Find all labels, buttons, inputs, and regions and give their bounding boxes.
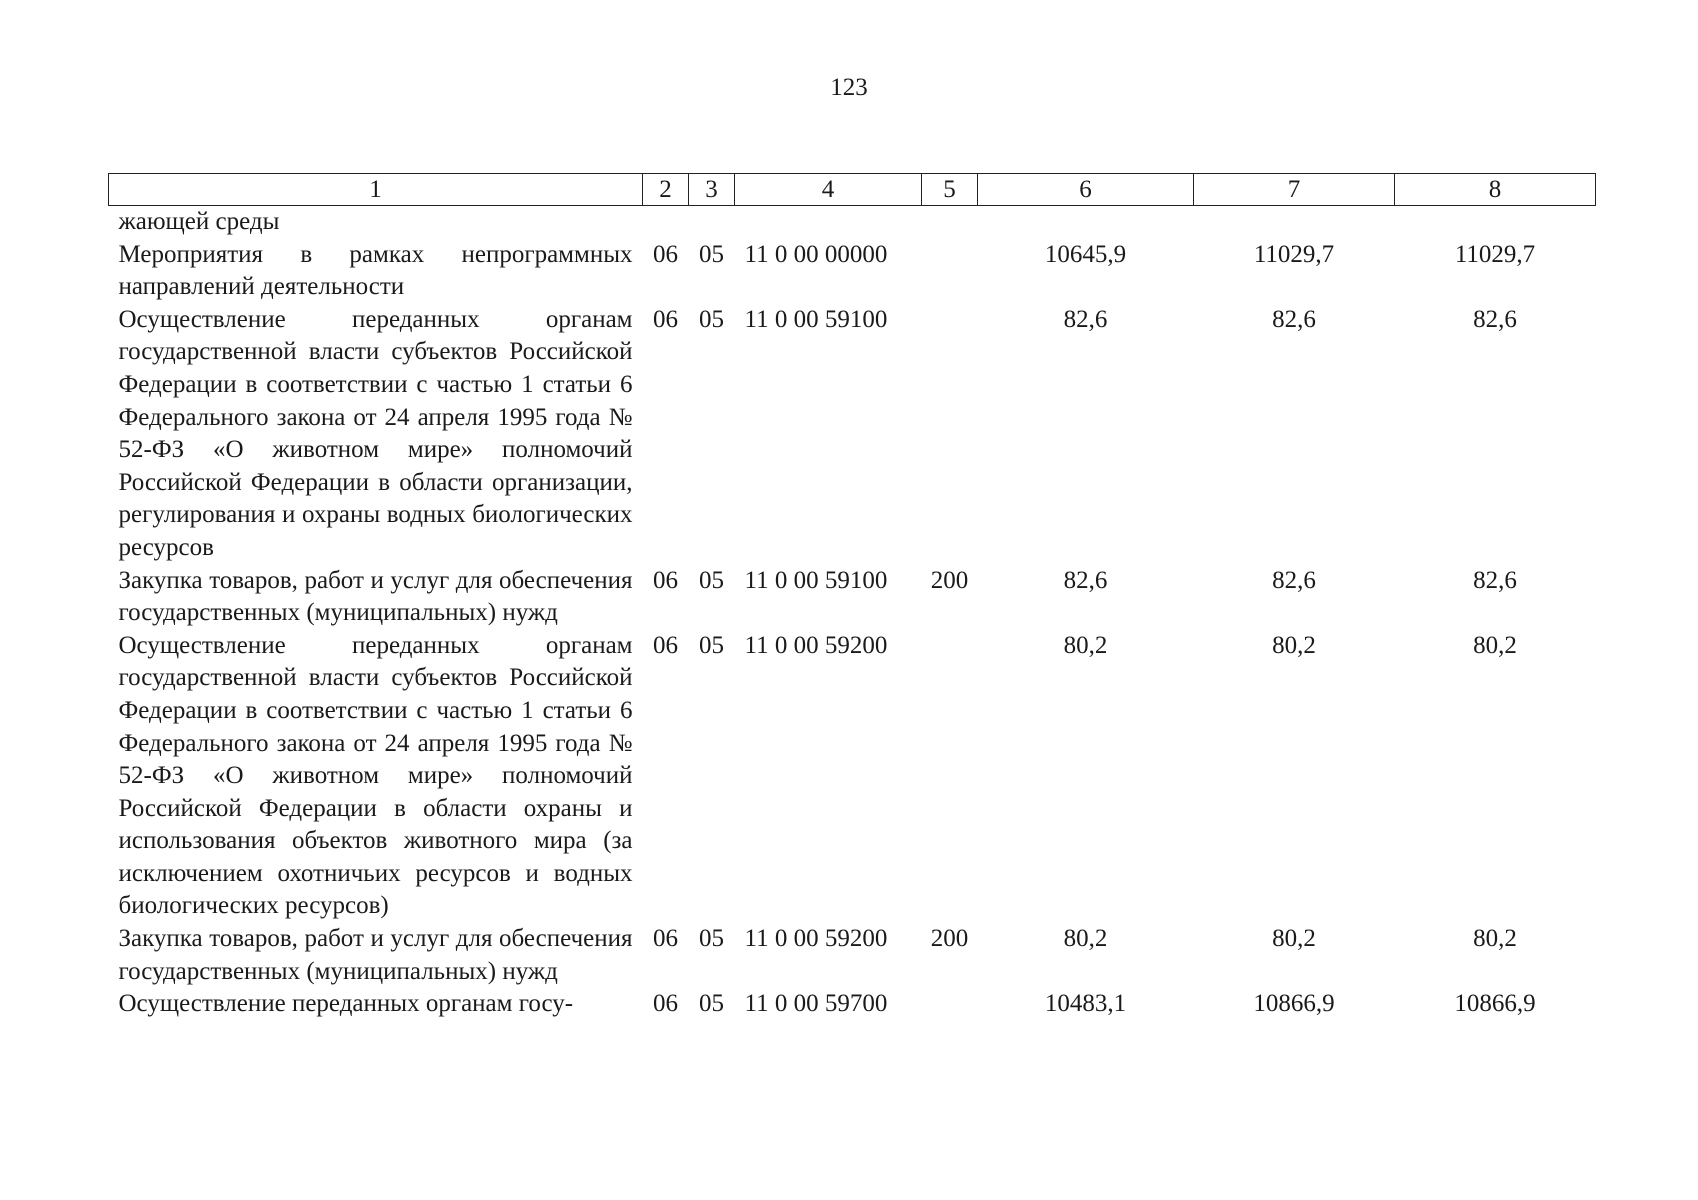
row-subsection-code: 05 [699,305,724,333]
page-number: 123 [830,74,868,101]
row-section-code [643,206,689,239]
row-section-code: 06 [653,566,678,594]
column-header-2: 2 [643,174,689,206]
row-name: Осуществление переданных органам госу- [118,990,574,1018]
row-expense-type-code [922,630,978,923]
column-header-6: 6 [978,174,1194,206]
row-name: Закупка товаров, работ и услуг для обеспечения государственных (муниципальных) нужд [118,925,633,985]
row-amount-col8: 11029,7 [1454,240,1536,268]
row-amount-col7: 10866,9 [1253,990,1335,1018]
column-header-1: 1 [109,174,643,206]
row-target-article-code: 11 0 00 00000 [744,240,888,268]
table-row [109,304,1596,565]
row-amount-col8: 82,6 [1473,566,1517,594]
row-amount-col6: 82,6 [1063,566,1108,594]
table-header-row [109,174,1596,206]
row-amount-col8: 80,2 [1473,631,1517,659]
row-target-article-code: 11 0 00 59200 [744,925,888,953]
row-name: Мероприятия в рамках непрограммных направлений деятельности [118,240,633,301]
row-expense-type-code [922,988,978,1021]
column-header-4: 4 [735,174,922,206]
row-amount-col8: 82,6 [1473,305,1517,333]
row-section-code: 06 [653,305,678,333]
column-header-5: 5 [922,174,978,206]
row-amount-col7: 82,6 [1272,305,1316,333]
row-name: Осуществление переданных органам государственной власти субъектов Российской Федерации в соответствии с частью 1 статьи 6 Федерального закона от 24 апреля 1995 года № 52-ФЗ «О животном мире» полномочий Российской Федерации в области организации, регулирования и охраны водных биологических ресурсов [118,305,633,561]
row-amount-col7: 82,6 [1272,566,1316,594]
column-header-8: 8 [1395,174,1596,206]
row-section-code: 06 [653,990,678,1018]
row-target-article-code: 11 0 00 59100 [744,566,888,594]
row-amount-col7: 80,2 [1272,631,1316,659]
row-subsection-code: 05 [699,566,724,594]
row-name: жающей среды [118,208,280,235]
row-amount-col6: 80,2 [1063,631,1108,659]
row-target-article-code: 11 0 00 59200 [744,631,888,659]
row-section-code: 06 [653,631,678,659]
row-subsection-code: 05 [699,990,724,1018]
row-amount-col6: 10483,1 [1044,990,1127,1018]
row-amount-col6: 82,6 [1063,305,1108,333]
row-amount-col8: 80,2 [1473,925,1517,953]
row-subsection-code [689,206,735,239]
row-subsection-code: 05 [699,925,724,953]
row-amount-col6: 10645,9 [1044,240,1127,268]
row-name: Закупка товаров, работ и услуг для обеспечения государственных (муниципальных) нужд [118,566,633,627]
row-subsection-code: 05 [699,240,724,268]
row-amount-col7: 11029,7 [1253,240,1335,268]
row-target-article-code: 11 0 00 59100 [744,305,888,333]
table-row [109,239,1596,304]
row-amount-col6 [978,206,1194,239]
row-amount-col8: 10866,9 [1454,990,1536,1018]
row-expense-type-code: 200 [930,925,969,953]
column-header-7: 7 [1194,174,1395,206]
row-section-code: 06 [653,240,678,268]
table-row [109,630,1596,923]
table-row [109,565,1596,630]
row-amount-col7: 80,2 [1272,925,1316,953]
row-expense-type-code [922,239,978,304]
row-name: Осуществление переданных органам государственной власти субъектов Российской Федерации в соответствии с частью 1 статьи 6 Федерального закона от 24 апреля 1995 года № 52-ФЗ «О животном мире» полномочий Российской Федерации в области охраны и использования объектов животного мира (за исключением охотничьих ресурсов и водных биологических ресурсов) [118,631,633,920]
column-header-3: 3 [689,174,735,206]
row-subsection-code: 05 [699,631,724,659]
row-target-article-code: 11 0 00 59700 [744,990,888,1018]
row-expense-type-code [922,304,978,565]
table-row [109,206,1596,239]
row-amount-col8 [1395,206,1596,239]
row-amount-col7 [1194,206,1395,239]
row-expense-type-code [922,206,978,239]
row-expense-type-code: 200 [930,566,969,594]
table-row [109,923,1596,988]
row-amount-col6: 80,2 [1063,925,1108,953]
row-section-code: 06 [653,925,678,953]
budget-table [108,173,1596,1021]
row-target-article-code [735,206,922,239]
table-row [109,988,1596,1021]
